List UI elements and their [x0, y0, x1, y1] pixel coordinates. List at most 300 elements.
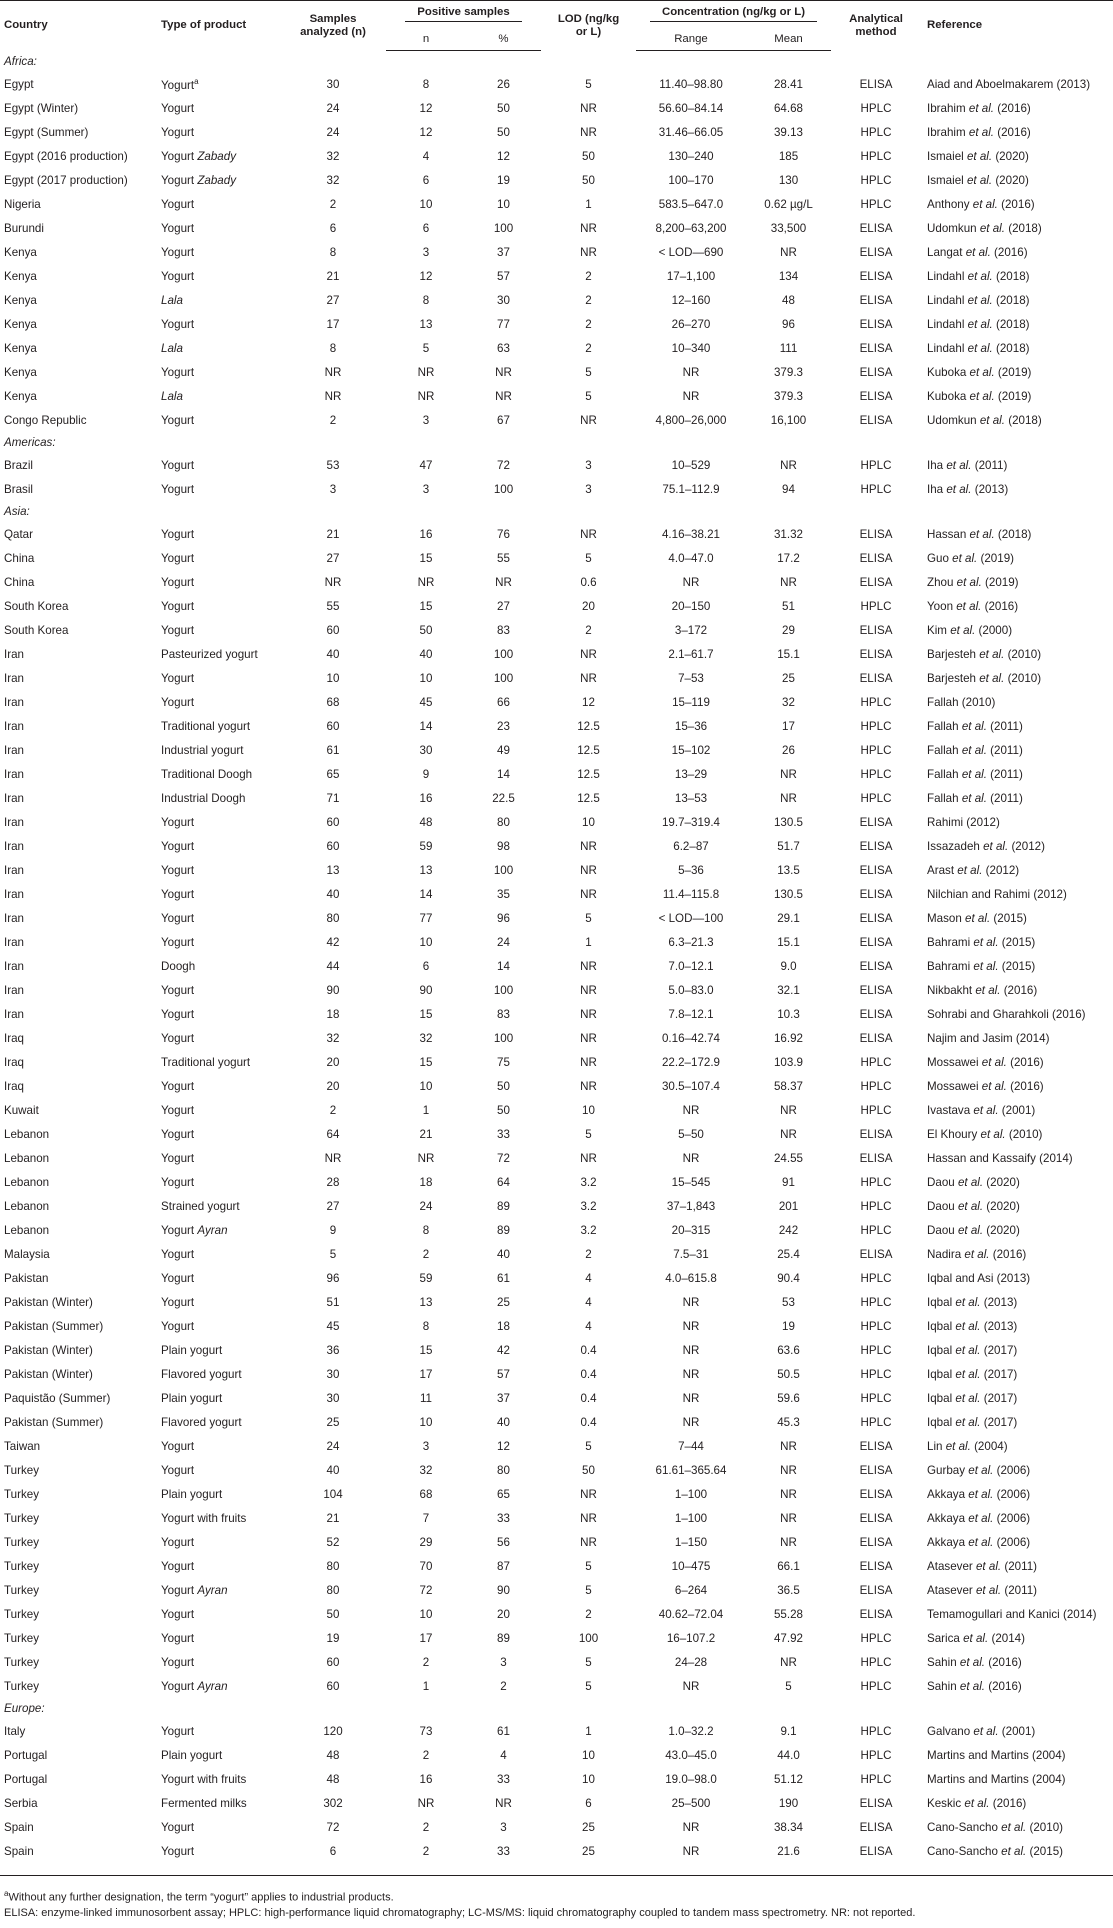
cell-samples: 53	[326, 458, 340, 472]
table-row	[0, 1290, 1113, 1314]
cell-samples: 60	[326, 719, 340, 733]
cell-country: Iraq	[4, 1031, 24, 1045]
cell-method: HPLC	[860, 1391, 892, 1405]
cell-method: HPLC	[860, 1367, 892, 1381]
cell-reference: Lindahl et al. (2018)	[927, 293, 1030, 307]
cell-type: Traditional yogurt	[161, 1055, 251, 1069]
cell-reference: Aiad and Aboelmakarem (2013)	[927, 77, 1091, 91]
cell-country: Egypt (Winter)	[4, 101, 79, 115]
cell-lod: 20	[582, 599, 595, 613]
cell-pct: 20	[497, 1607, 510, 1621]
cell-lod: 5	[585, 77, 592, 91]
cell-country: Pakistan (Winter)	[4, 1367, 93, 1381]
cell-range: NR	[682, 1295, 700, 1309]
header-pct: %	[466, 26, 541, 51]
cell-pct: 10	[497, 197, 510, 211]
cell-reference: Keskic et al. (2016)	[927, 1796, 1027, 1810]
cell-range: 10–340	[671, 341, 711, 355]
cell-country: Serbia	[4, 1796, 38, 1810]
cell-mean: 13.5	[777, 863, 800, 877]
table-row	[0, 1002, 1113, 1026]
cell-pct: 100	[493, 221, 514, 235]
cell-mean: 130.5	[773, 815, 803, 829]
cell-method: HPLC	[860, 1631, 892, 1645]
cell-range: 15–119	[672, 695, 710, 709]
cell-method: ELISA	[859, 671, 893, 685]
cell-range: NR	[682, 1343, 700, 1357]
table-row	[0, 1242, 1113, 1266]
cell-method: HPLC	[860, 743, 892, 757]
cell-n: 10	[419, 1415, 433, 1429]
cell-mean: 190	[778, 1796, 799, 1810]
cell-samples: 45	[326, 1319, 340, 1333]
cell-method: ELISA	[859, 575, 893, 589]
table-row	[0, 954, 1113, 978]
cell-pct: 83	[497, 623, 510, 637]
cell-mean: NR	[780, 245, 797, 259]
cell-samples: 60	[326, 1679, 340, 1693]
cell-range: 25–500	[671, 1796, 711, 1810]
cell-mean: 94	[782, 482, 795, 496]
cell-n: 90	[419, 983, 433, 997]
cell-reference: Anthony et al. (2016)	[927, 197, 1035, 211]
cell-reference: Lin et al. (2004)	[927, 1439, 1008, 1453]
cell-type: Yogurt	[161, 101, 195, 115]
cell-n: 2	[422, 1748, 430, 1762]
cell-method: ELISA	[859, 1487, 893, 1501]
cell-type: Traditional yogurt	[161, 719, 251, 733]
cell-method: HPLC	[860, 791, 892, 805]
cell-samples: 32	[326, 149, 340, 163]
cell-n: 32	[419, 1463, 433, 1477]
cell-type: Yogurt	[161, 935, 195, 949]
cell-method: ELISA	[859, 1247, 893, 1261]
cell-range: 12–160	[671, 293, 711, 307]
cell-range: 1.0–32.2	[668, 1724, 714, 1738]
table-row	[0, 570, 1113, 594]
cell-mean: 130	[778, 173, 799, 187]
cell-n: 7	[422, 1511, 430, 1525]
cell-method: ELISA	[859, 1559, 893, 1573]
cell-lod: 2	[585, 1247, 592, 1261]
cell-type: Plain yogurt	[161, 1748, 223, 1762]
cell-reference: Gurbay et al. (2006)	[927, 1463, 1031, 1477]
cell-range: 37–1,843	[666, 1199, 716, 1213]
cell-range: 7–44	[678, 1439, 704, 1453]
cell-reference: Daou et al. (2020)	[927, 1175, 1020, 1189]
cell-mean: NR	[780, 1463, 797, 1477]
table-row	[0, 144, 1113, 168]
cell-country: Brazil	[4, 458, 33, 472]
cell-country: Iran	[4, 815, 24, 829]
cell-pct: NR	[495, 365, 512, 379]
cell-samples: NR	[324, 389, 342, 403]
cell-mean: NR	[780, 1127, 797, 1141]
table-row	[0, 1530, 1113, 1554]
cell-mean: 47.92	[773, 1631, 803, 1645]
cell-lod: NR	[580, 647, 597, 661]
cell-country: Iran	[4, 647, 24, 661]
cell-country: Kenya	[4, 389, 37, 403]
cell-lod: 10	[582, 1772, 595, 1786]
cell-n: 1	[422, 1679, 430, 1693]
cell-samples: 40	[326, 1463, 340, 1477]
cell-pct: 64	[497, 1175, 510, 1189]
cell-reference: Langat et al. (2016)	[927, 245, 1028, 259]
table-row	[0, 1266, 1113, 1290]
cell-mean: 29	[782, 623, 795, 637]
cell-lod: 0.4	[580, 1391, 597, 1405]
cell-samples: 32	[326, 173, 340, 187]
cell-method: HPLC	[860, 767, 892, 781]
cell-range: 130–240	[668, 149, 714, 163]
cell-reference: Iqbal et al. (2013)	[927, 1319, 1018, 1333]
cell-samples: 42	[326, 935, 340, 949]
cell-type: Plain yogurt	[161, 1343, 223, 1357]
cell-country: Portugal	[4, 1748, 48, 1762]
table-row	[0, 1743, 1113, 1767]
cell-method: HPLC	[860, 599, 892, 613]
table-row	[0, 738, 1113, 762]
cell-mean: 63.6	[777, 1343, 800, 1357]
cell-n: 4	[422, 149, 430, 163]
cell-pct: 33	[497, 1127, 510, 1141]
cell-reference: Mossawei et al. (2016)	[927, 1055, 1044, 1069]
table-row	[0, 1626, 1113, 1650]
cell-range: 7.8–12.1	[668, 1007, 714, 1021]
cell-pct: 80	[497, 815, 510, 829]
table-row	[0, 906, 1113, 930]
cell-type: Yogurt Zabady	[161, 149, 236, 163]
cell-reference: Issazadeh et al. (2012)	[927, 839, 1045, 853]
cell-range: 583.5–647.0	[658, 197, 724, 211]
cell-reference: Temamogullari and Kanici (2014)	[927, 1607, 1097, 1621]
region-label: Asia:	[4, 505, 30, 518]
cell-country: China	[4, 575, 35, 589]
cell-n: 5	[422, 341, 430, 355]
table-row	[0, 72, 1113, 96]
cell-country: Pakistan (Summer)	[4, 1319, 104, 1333]
cell-pct: 72	[497, 458, 510, 472]
cell-method: ELISA	[859, 1511, 893, 1525]
cell-country: Lebanon	[4, 1223, 50, 1237]
cell-type: Yogurt	[161, 482, 195, 496]
cell-range: 100–170	[668, 173, 714, 187]
cell-pct: 55	[497, 551, 510, 565]
cell-samples: 30	[326, 1391, 340, 1405]
cell-samples: 60	[326, 623, 340, 637]
cell-n: 10	[419, 197, 433, 211]
cell-type: Lala	[161, 341, 183, 355]
cell-pct: 67	[497, 413, 510, 427]
cell-lod: 10	[582, 1103, 595, 1117]
cell-samples: 30	[326, 1367, 340, 1381]
cell-mean: 21.6	[777, 1844, 800, 1858]
cell-method: ELISA	[859, 527, 893, 541]
cell-country: Brasil	[4, 482, 33, 496]
cell-lod: NR	[580, 983, 597, 997]
cell-n: 3	[422, 1439, 430, 1453]
cell-lod: NR	[580, 1151, 597, 1165]
cell-reference: Mason et al. (2015)	[927, 911, 1027, 925]
header-samples: Samples analyzed (n)	[300, 12, 366, 38]
cell-country: Spain	[4, 1820, 34, 1834]
cell-n: 17	[419, 1631, 433, 1645]
cell-pct: 72	[497, 1151, 510, 1165]
cell-range: < LOD—100	[658, 911, 724, 925]
cell-pct: 23	[497, 719, 510, 733]
cell-mean: 17	[782, 719, 795, 733]
cell-type: Yogurt Ayran	[161, 1583, 228, 1597]
cell-pct: 100	[493, 863, 514, 877]
cell-reference: Iqbal et al. (2017)	[927, 1415, 1018, 1429]
cell-lod: 5	[585, 1679, 592, 1693]
cell-range: 4.0–47.0	[668, 551, 714, 565]
cell-range: 24–28	[674, 1655, 708, 1669]
cell-mean: 66.1	[777, 1559, 800, 1573]
cell-samples: 25	[326, 1415, 340, 1429]
cell-method: HPLC	[860, 197, 892, 211]
cell-mean: 15.1	[777, 647, 800, 661]
cell-pct: 80	[497, 1463, 510, 1477]
cell-range: NR	[682, 1679, 700, 1693]
cell-range: 30.5–107.4	[661, 1079, 721, 1093]
cell-pct: 14	[497, 959, 510, 973]
cell-type: Yogurt	[161, 1151, 195, 1165]
cell-method: ELISA	[859, 623, 893, 637]
cell-reference: Martins and Martins (2004)	[927, 1772, 1066, 1786]
cell-mean: NR	[780, 1511, 797, 1525]
cell-country: Iran	[4, 983, 24, 997]
cell-type: Yogurt	[161, 317, 195, 331]
cell-method: ELISA	[859, 1583, 893, 1597]
cell-range: 7.5–31	[673, 1247, 709, 1261]
cell-n: 13	[419, 1295, 433, 1309]
cell-n: 3	[422, 482, 430, 496]
cell-samples: NR	[324, 365, 342, 379]
cell-samples: 9	[329, 1223, 337, 1237]
cell-pct: 4	[500, 1748, 507, 1762]
cell-country: Malaysia	[4, 1247, 50, 1261]
cell-samples: 44	[326, 959, 340, 973]
cell-range: 0.16–42.74	[661, 1031, 721, 1045]
cell-reference: Atasever et al. (2011)	[927, 1559, 1037, 1573]
table-row	[0, 312, 1113, 336]
cell-method: HPLC	[860, 125, 892, 139]
table-row	[0, 1170, 1113, 1194]
cell-samples: 27	[326, 551, 340, 565]
cell-lod: 12.5	[577, 743, 600, 757]
cell-lod: 3.2	[580, 1175, 597, 1189]
table-row	[0, 168, 1113, 192]
cell-method: ELISA	[859, 959, 893, 973]
cell-samples: 80	[326, 1583, 340, 1597]
cell-type: Yogurt	[161, 983, 195, 997]
cell-pct: 2	[500, 1679, 507, 1693]
cell-method: HPLC	[860, 1295, 892, 1309]
cell-range: 5.0–83.0	[668, 983, 714, 997]
cell-samples: 8	[329, 341, 337, 355]
cell-lod: 4	[585, 1271, 592, 1285]
cell-method: ELISA	[859, 1820, 893, 1834]
cell-reference: Nikbakht et al. (2016)	[927, 983, 1038, 997]
cell-method: HPLC	[860, 149, 892, 163]
table-row	[0, 1650, 1113, 1674]
cell-range: 15–102	[671, 743, 711, 757]
cell-mean: 59.6	[777, 1391, 800, 1405]
table-row	[0, 1218, 1113, 1242]
cell-type: Yogurt	[161, 1631, 195, 1645]
cell-range: 5–36	[678, 863, 704, 877]
cell-pct: 49	[497, 743, 510, 757]
cell-n: 45	[419, 695, 433, 709]
cell-method: ELISA	[859, 389, 893, 403]
cell-type: Yogurt	[161, 1844, 195, 1858]
cell-samples: 52	[326, 1535, 340, 1549]
cell-method: ELISA	[859, 839, 893, 853]
cell-pct: 50	[497, 1103, 510, 1117]
header-lod: LOD (ng/kg or L)	[557, 12, 620, 38]
cell-country: Turkey	[4, 1463, 40, 1477]
cell-method: HPLC	[860, 1103, 892, 1117]
table-row	[0, 690, 1113, 714]
cell-reference: Iqbal et al. (2013)	[927, 1295, 1018, 1309]
cell-reference: Mossawei et al. (2016)	[927, 1079, 1044, 1093]
cell-country: Qatar	[4, 527, 33, 541]
cell-samples: 71	[326, 791, 340, 805]
cell-pct: 57	[497, 269, 510, 283]
cell-n: 10	[419, 671, 433, 685]
cell-pct: 35	[497, 887, 510, 901]
cell-type: Yogurt	[161, 695, 195, 709]
cell-type: Yogurt	[161, 1535, 195, 1549]
cell-method: ELISA	[859, 77, 893, 91]
cell-type: Yogurt	[161, 527, 195, 541]
cell-lod: 5	[585, 1583, 592, 1597]
cell-samples: 32	[326, 1031, 340, 1045]
cell-lod: NR	[580, 671, 597, 685]
cell-country: Iran	[4, 1007, 24, 1021]
cell-lod: NR	[580, 245, 597, 259]
cell-method: ELISA	[859, 1031, 893, 1045]
cell-type: Lala	[161, 389, 183, 403]
cell-samples: 5	[329, 1247, 337, 1261]
cell-pct: 56	[497, 1535, 510, 1549]
cell-lod: 50	[582, 149, 595, 163]
cell-n: 50	[419, 623, 433, 637]
cell-type: Plain yogurt	[161, 1391, 223, 1405]
cell-n: 12	[419, 125, 433, 139]
cell-method: ELISA	[859, 863, 893, 877]
cell-range: 10–529	[671, 458, 711, 472]
header-concentration: Concentration (ng/kg or L)	[636, 1, 831, 26]
cell-reference: Rahimi (2012)	[927, 815, 1000, 829]
cell-range: 1–100	[674, 1511, 708, 1525]
cell-reference: Daou et al. (2020)	[927, 1199, 1020, 1213]
cell-method: HPLC	[860, 1319, 892, 1333]
cell-reference: Sarica et al. (2014)	[927, 1631, 1025, 1645]
cell-samples: 3	[329, 482, 337, 496]
cell-reference: Lindahl et al. (2018)	[927, 317, 1030, 331]
cell-pct: 65	[497, 1487, 510, 1501]
cell-samples: 21	[326, 269, 340, 283]
cell-lod: NR	[580, 1511, 597, 1525]
cell-range: 5–50	[678, 1127, 704, 1141]
cell-type: Pasteurized yogurt	[161, 647, 258, 661]
cell-country: Portugal	[4, 1772, 48, 1786]
cell-type: Yogurt	[161, 911, 195, 925]
cell-lod: 10	[582, 815, 595, 829]
cell-lod: 0.4	[580, 1415, 597, 1429]
cell-pct: 24	[497, 935, 510, 949]
cell-method: ELISA	[859, 647, 893, 661]
cell-samples: 27	[326, 293, 340, 307]
cell-pct: 18	[497, 1319, 510, 1333]
cell-mean: 242	[778, 1223, 799, 1237]
cell-type: Yogurt	[161, 1439, 195, 1453]
cell-mean: 185	[778, 149, 799, 163]
cell-n: 13	[419, 863, 433, 877]
cell-n: 6	[422, 173, 430, 187]
cell-lod: NR	[580, 1079, 597, 1093]
cell-country: Kenya	[4, 365, 37, 379]
cell-mean: 28.41	[773, 77, 803, 91]
cell-country: Lebanon	[4, 1199, 50, 1213]
cell-method: ELISA	[859, 1607, 893, 1621]
table-row	[0, 240, 1113, 264]
cell-n: NR	[417, 1151, 435, 1165]
cell-pct: 89	[497, 1199, 510, 1213]
cell-mean: 9.1	[780, 1724, 797, 1738]
cell-method: HPLC	[860, 1223, 892, 1237]
cell-reference: Bahrami et al. (2015)	[927, 959, 1036, 973]
cell-country: Iran	[4, 743, 24, 757]
cell-n: 8	[422, 1319, 430, 1333]
cell-mean: 379.3	[773, 389, 803, 403]
cell-lod: 5	[585, 389, 592, 403]
cell-pct: 50	[497, 125, 510, 139]
cell-n: 30	[419, 743, 433, 757]
cell-country: Kuwait	[4, 1103, 39, 1117]
cell-range: 43.0–45.0	[665, 1748, 717, 1762]
table-row	[0, 1074, 1113, 1098]
cell-country: Iran	[4, 935, 24, 949]
cell-n: 29	[419, 1535, 433, 1549]
cell-pct: 77	[497, 317, 510, 331]
cell-samples: 65	[326, 767, 340, 781]
region-label: Europe:	[4, 1702, 45, 1715]
cell-method: ELISA	[859, 815, 893, 829]
cell-n: 72	[419, 1583, 433, 1597]
cell-lod: 5	[585, 911, 592, 925]
cell-samples: NR	[324, 575, 342, 589]
cell-country: Iran	[4, 863, 24, 877]
cell-mean: 130.5	[773, 887, 803, 901]
cell-mean: 38.34	[773, 1820, 803, 1834]
cell-range: 19.0–98.0	[665, 1772, 717, 1786]
cell-reference: Sohrabi and Gharahkoli (2016)	[927, 1007, 1086, 1021]
cell-method: HPLC	[860, 101, 892, 115]
cell-method: ELISA	[859, 551, 893, 565]
cell-type: Yogurt with fruits	[161, 1772, 247, 1786]
cell-pct: 61	[497, 1724, 510, 1738]
cell-method: HPLC	[860, 482, 892, 496]
cell-reference: Fallah et al. (2011)	[927, 767, 1023, 781]
table-row	[0, 1458, 1113, 1482]
cell-range: 10–475	[671, 1559, 711, 1573]
cell-mean: 15.1	[777, 935, 800, 949]
cell-lod: 2	[585, 1607, 592, 1621]
